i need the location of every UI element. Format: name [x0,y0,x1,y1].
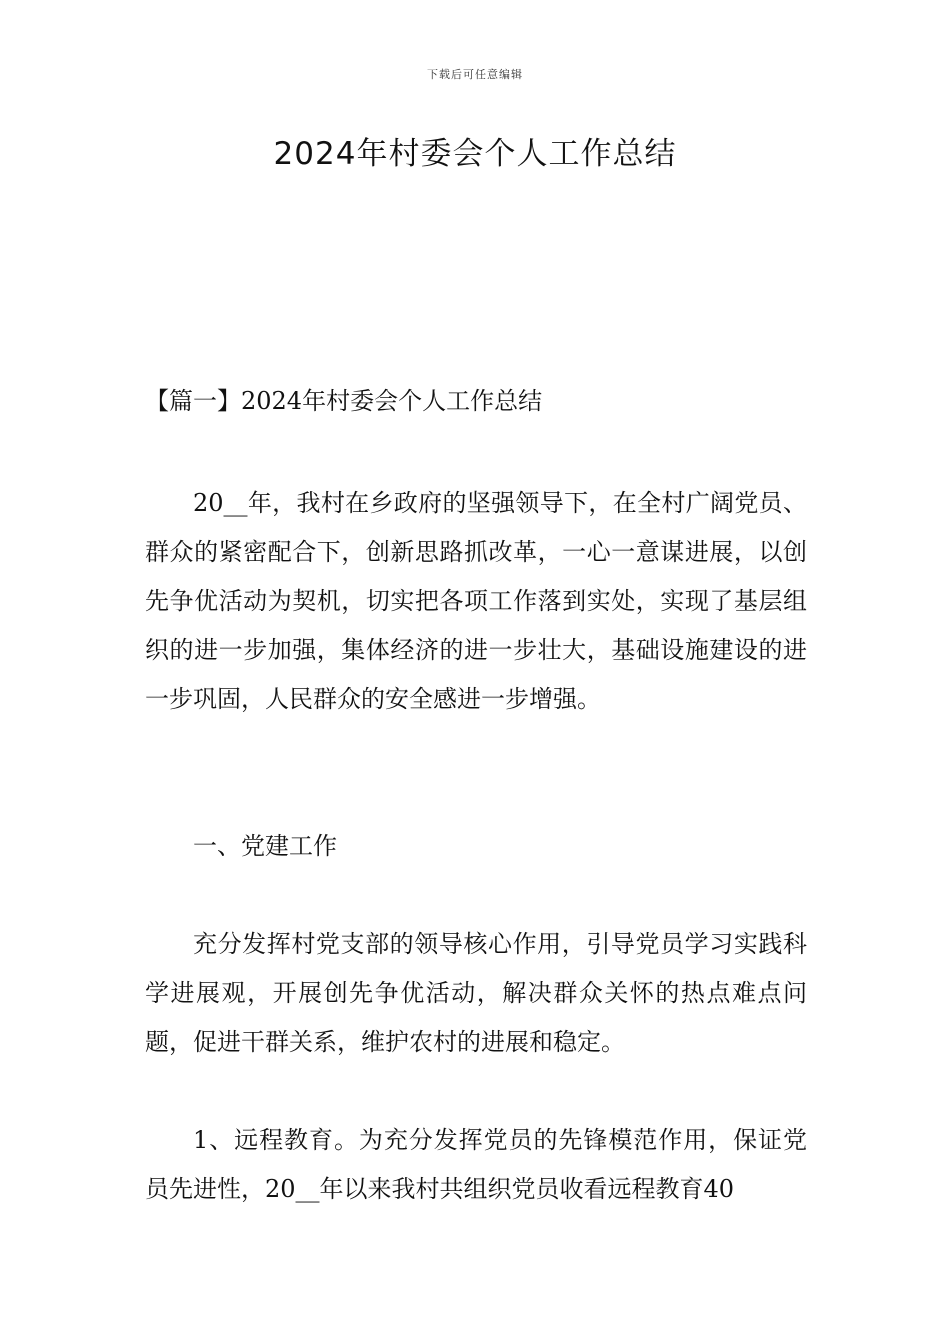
section-heading: 【篇一】2024年村委会个人工作总结 [145,387,543,415]
party-building-paragraph: 充分发挥村党支部的领导核心作用，引导党员学习实践科学进展观，开展创先争优活动，解决群众关怀的热点难点问题，促进干群关系，维护农村的进展和稳定。 [145,930,807,1056]
page-header-note: 下载后可任意编辑 [427,68,523,81]
document-title: 2024年村委会个人工作总结 [273,136,677,172]
subheading-party-building: 一、党建工作 [193,832,337,860]
intro-paragraph: 20__年，我村在乡政府的坚强领导下，在全村广阔党员、群众的紧密配合下，创新思路抓改革，一心一意谋进展，以创先争优活动为契机，切实把各项工作落到实处，实现了基层组织的进一步加强，集体经济的进一步壮大，基础设施建设的进一步巩固，人民群众的安全感进一步增强。 [145,489,807,713]
remote-education-paragraph: 1、远程教育。为充分发挥党员的先锋模范作用，保证党员先进性，20__年以来我村共组织党员收看远程教育40 [145,1126,807,1203]
